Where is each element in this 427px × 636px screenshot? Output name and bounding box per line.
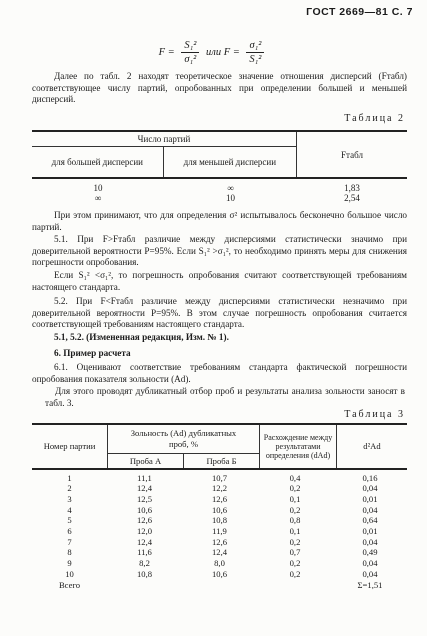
table-row: 4 10,6 10,6 0,2 0,04	[67, 504, 378, 515]
table3-col-ash: Зольность (Ad) дубликатных проб, %	[108, 425, 260, 454]
table-row: 8 11,6 12,4 0,7 0,49	[67, 547, 378, 558]
paragraph-amendment: 5.1, 5.2. (Измененная редакция, Изм. № 1).	[54, 332, 229, 342]
table-row: 10 10,8 10,6 0,2 0,04	[65, 568, 378, 579]
table-row: 9 8,2 8,0 0,2 0,04	[67, 558, 378, 569]
table3-col-b: Проба Б	[184, 454, 260, 469]
table-3	[32, 423, 407, 590]
table-row: 10 ∞ 1,83	[93, 182, 360, 193]
formula-mid: или F =	[206, 46, 240, 58]
table2-col-larger: для большей дисперсии	[32, 147, 163, 178]
table3-col-a: Проба А	[108, 454, 184, 469]
table3-col-party: Номер партии	[32, 425, 108, 468]
formula-lhs: F =	[158, 46, 175, 58]
page-header: ГОСТ 2669—81 С. 7	[306, 6, 413, 18]
table2-caption: Таблица 2	[344, 113, 405, 124]
table2-col-smaller: для меньшей дисперсии	[163, 147, 296, 178]
table-row: 7 12,4 12,6 0,2 0,04	[67, 536, 378, 547]
formula-numerator-1: S₁²	[181, 40, 199, 53]
table-row: 6 12,0 11,9 0,1 0,01	[67, 526, 378, 537]
paragraph-6-1: 6.1. Оценивают соответствие требованиям стандарта фактической погрешности опробования показателя зольности (Ad).	[32, 362, 407, 384]
paragraph-5-1: 5.1. При F>Fтабл различие между дисперсиями статистически значимо при доверительной вероятности P=95%. Если S₁² >σ₁², то необходимо принять меры для снижения погрешности опробования.	[32, 234, 407, 268]
table-row: 1 11,1 10,7 0,4 0,16	[67, 472, 378, 483]
table3-caption: Таблица 3	[344, 409, 405, 420]
table-2	[32, 130, 407, 203]
formula-denominator-1: σ₁²	[184, 54, 197, 65]
table3-col-diff: Расхождение между результатами определения (dAd)	[260, 425, 337, 468]
table2-group-header: Число партий	[32, 132, 297, 147]
variance-ratio-formula	[0, 40, 427, 65]
section-heading: 6. Пример расчета	[54, 348, 131, 358]
table-row: 5 12,6 10,8 0,8 0,64	[67, 515, 378, 526]
paragraph-if: Если S₁² <σ₁², то погрешность опробования считают соответствующей требованиям настоящего стандарта.	[32, 270, 407, 292]
table3-col-sq: d²Ad	[363, 441, 381, 452]
paragraph-sampling: Для этого проводят дубликатный отбор проб и результаты анализа зольности заносят в табл. 3.	[45, 386, 405, 408]
formula-numerator-2: σ₁²	[246, 40, 264, 53]
paragraph-infinite: При этом принимают, что для определения σ² испытывалось бесконечно большое число партий.	[32, 210, 407, 232]
table-total-row: Всего Σ=1,51	[58, 579, 383, 590]
paragraph-intro: Далее по табл. 2 находят теоретическое значение отношения дисперсий (Fтабл) соответствующее числу партий, опробованных при определении большей и меньшей дисперсий.	[32, 71, 407, 105]
table-row: 2 12,4 12,2 0,2 0,04	[67, 483, 378, 494]
table-row: ∞ 10 2,54	[94, 192, 360, 203]
table2-col-f: Fтабл	[341, 149, 363, 160]
paragraph-5-2: 5.2. При F<Fтабл различие между дисперсиями статистически незначимо при доверительной вероятности P=95%. В этом случае погрешность опробования считается соответствующей требованиям настоящего стандарта.	[32, 296, 407, 330]
table-row: 3 12,5 12,6 0,1 0,01	[67, 493, 378, 504]
formula-denominator-2: S₁²	[249, 54, 262, 65]
